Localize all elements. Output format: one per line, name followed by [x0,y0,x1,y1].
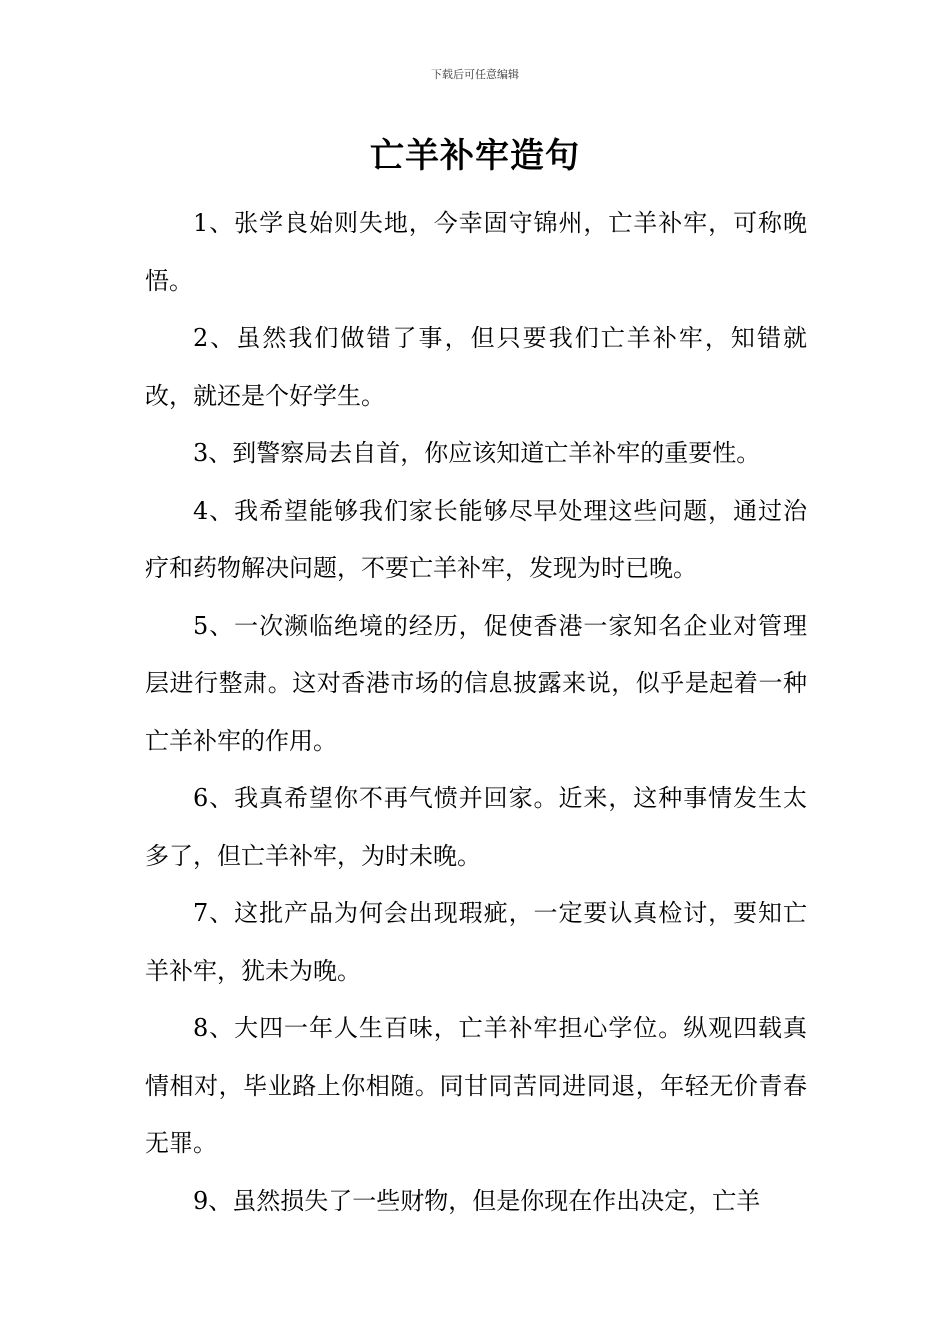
document-body [145,195,807,1230]
document-title: 亡羊补牢造句 [370,136,580,176]
paragraph-2: 2、虽然我们做错了事，但只要我们亡羊补牢，知错就改，就还是个好学生。 [145,324,807,410]
header-note: 下载后可任意编辑 [431,68,519,81]
paragraph-5: 5、一次濒临绝境的经历，促使香港一家知名企业对管理层进行整肃。这对香港市场的信息披露来说，似乎是起着一种亡羊补牢的作用。 [145,611,807,755]
paragraph-8: 8、大四一年人生百味，亡羊补牢担心学位。纵观四载真情相对，毕业路上你相随。同甘同苦同进同退，年轻无价青春无罪。 [145,1014,807,1157]
paragraph-3: 3、到警察局去自首，你应该知道亡羊补牢的重要性。 [193,439,761,467]
paragraph-4: 4、我希望能够我们家长能够尽早处理这些问题，通过治疗和药物解决问题，不要亡羊补牢，发现为时已晚。 [145,496,807,582]
paragraph-9: 9、虽然损失了一些财物，但是你现在作出决定，亡羊 [193,1186,761,1215]
paragraph-6: 6、我真希望你不再气愤并回家。近来，这种事情发生太多了，但亡羊补牢，为时未晚。 [145,784,807,870]
paragraph-7: 7、这批产品为何会出现瑕疵，一定要认真检讨，要知亡羊补牢，犹未为晚。 [145,899,807,985]
paragraph-1: 1、张学良始则失地，今幸固守锦州，亡羊补牢，可称晚悟。 [145,209,807,295]
